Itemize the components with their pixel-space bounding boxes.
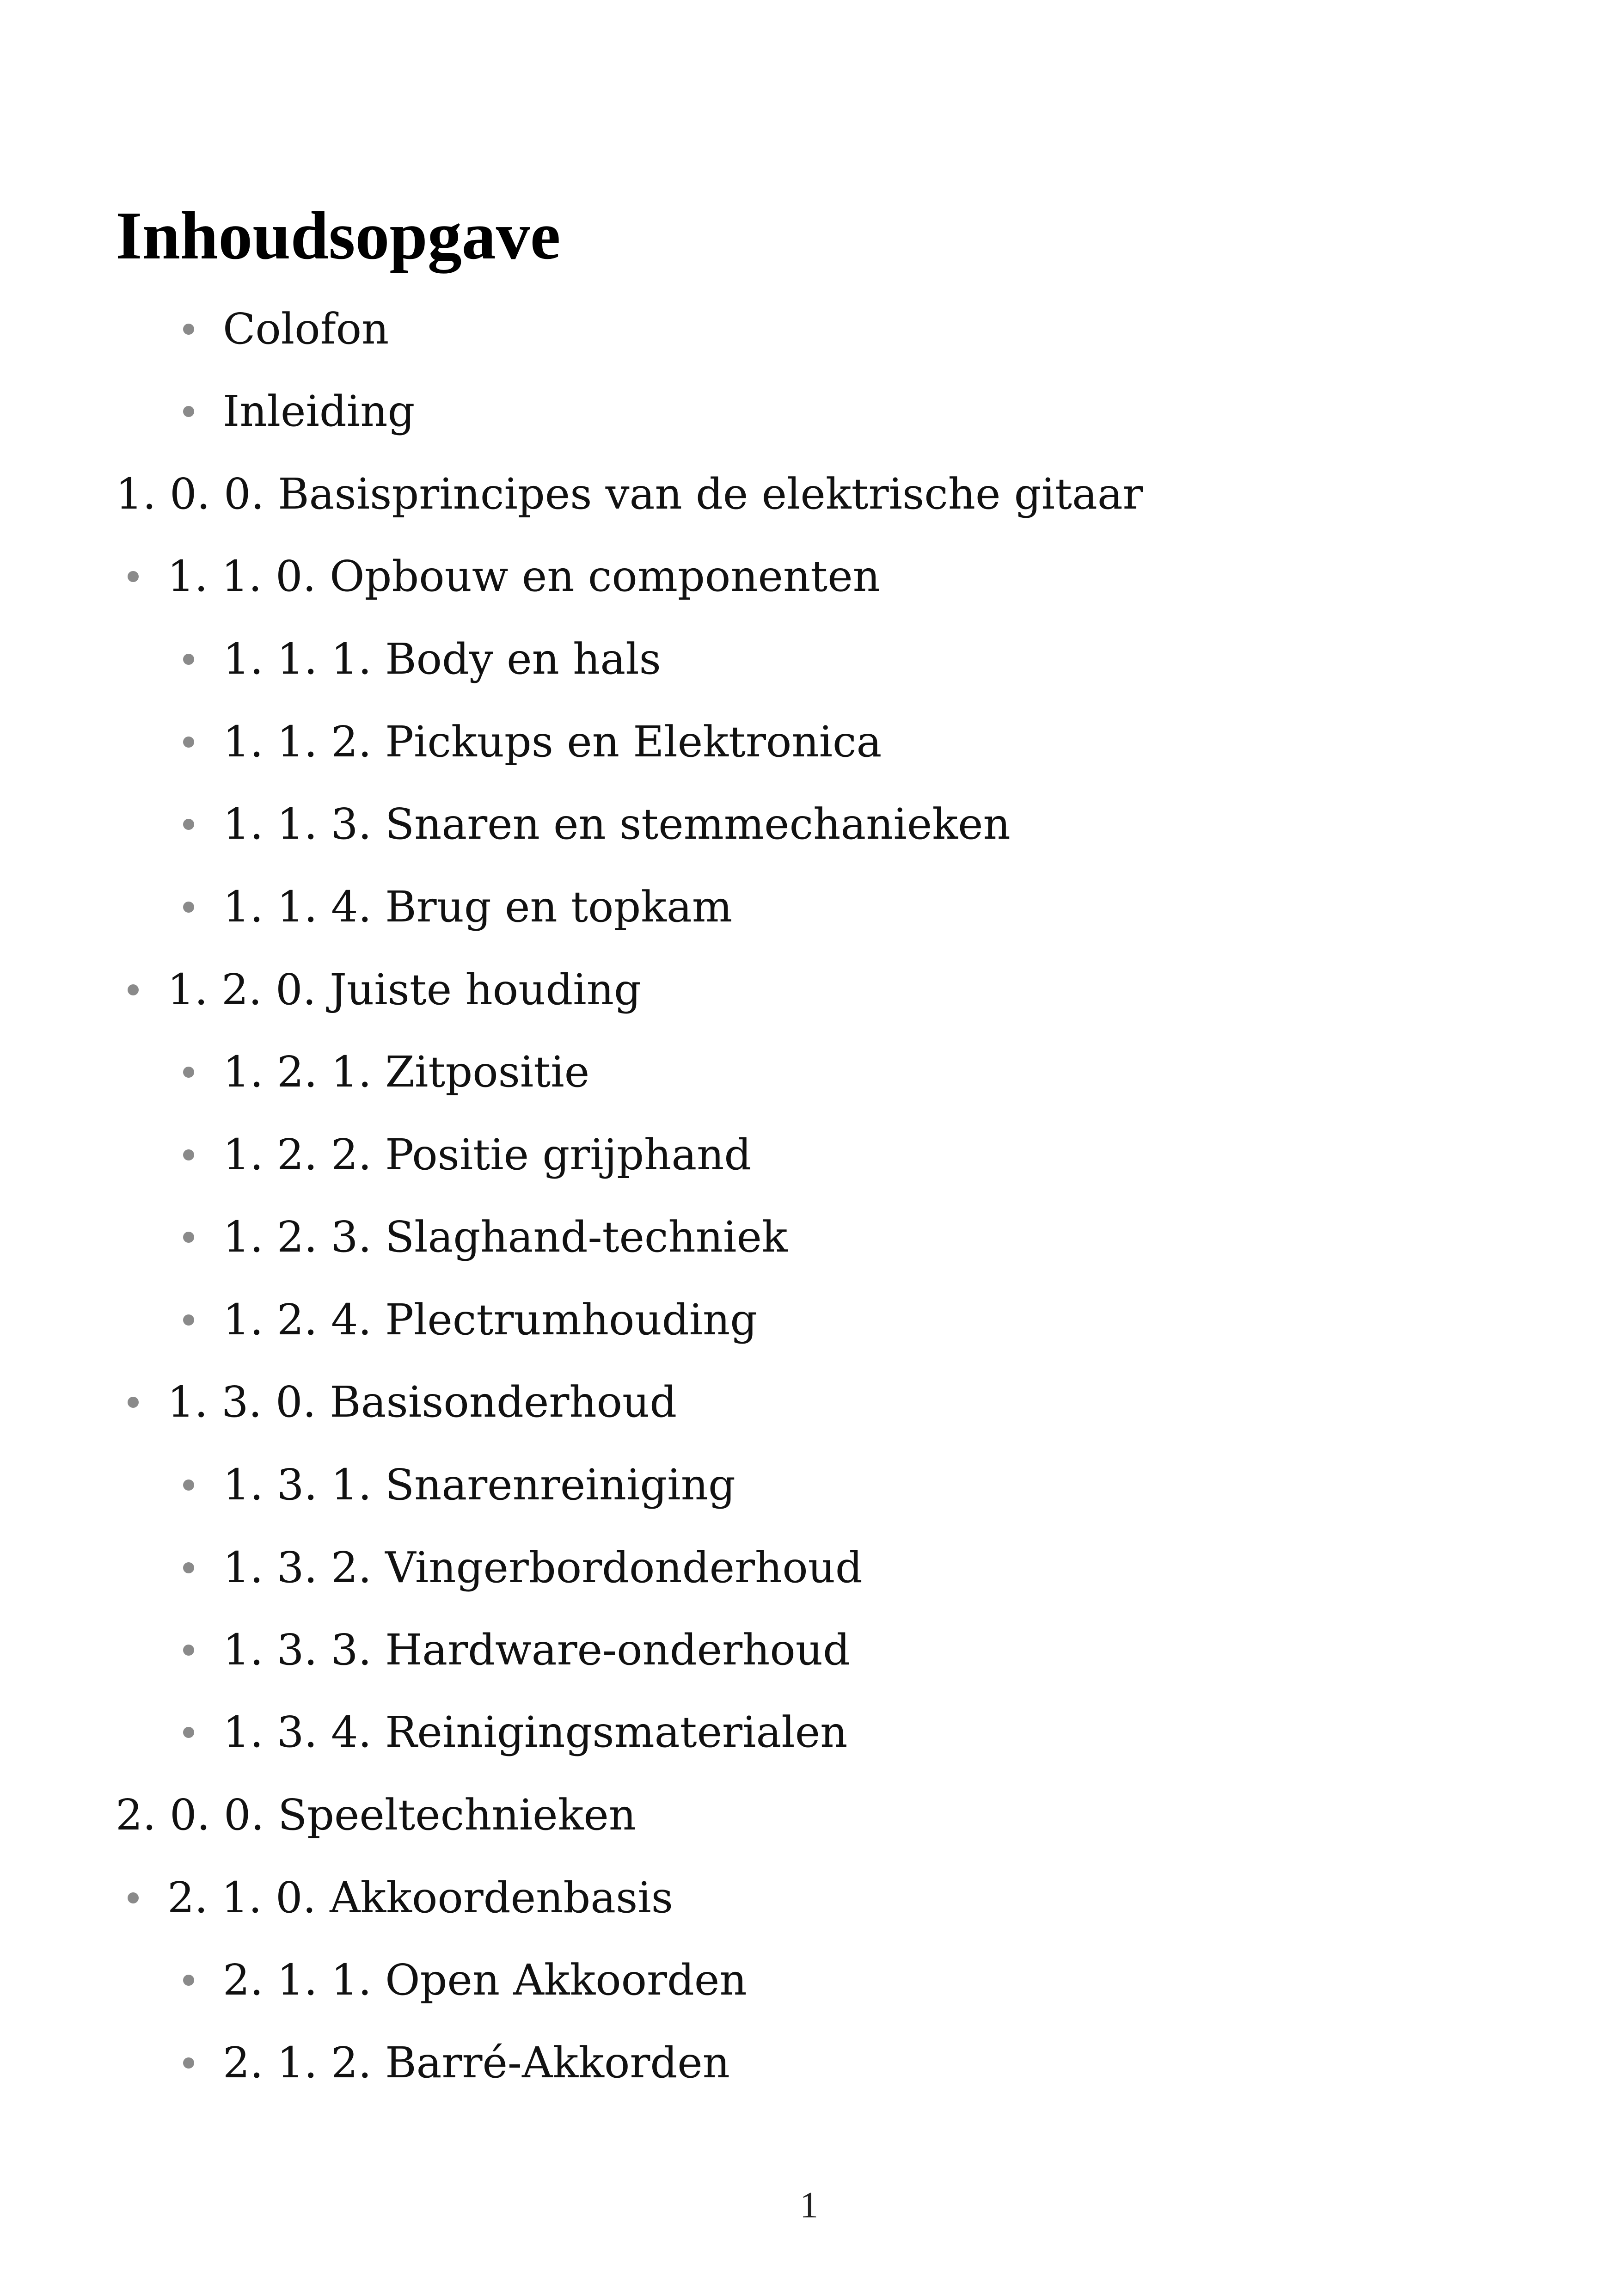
toc-subsection-1-3-4[interactable]: [183, 1700, 847, 1765]
toc-subsection-1-3-1[interactable]: [183, 1453, 735, 1517]
toc-subsection-label: 1. 3. 1. Snarenreiniging: [223, 1460, 735, 1510]
toc-subsection-1-2-3[interactable]: [183, 1205, 788, 1270]
toc-subsection-label: 1. 3. 4. Reinigingsmaterialen: [223, 1707, 848, 1757]
bullet-icon: [183, 1232, 194, 1243]
toc-subsection-1-1-2[interactable]: [183, 710, 882, 774]
bullet-icon: [183, 654, 194, 665]
toc-subsection-label: 1. 2. 2. Positie grijphand: [223, 1130, 752, 1179]
toc-item-label: Inleiding: [223, 387, 415, 436]
bullet-icon: [183, 819, 194, 830]
toc-subsection-label: 1. 2. 3. Slaghand-techniek: [223, 1212, 788, 1262]
bullet-icon: [183, 324, 194, 335]
toc-item-label: Colofon: [223, 304, 389, 354]
toc-section-2-1[interactable]: [128, 1866, 673, 1930]
toc-subsection-1-3-2[interactable]: [183, 1535, 863, 1600]
page-title: Inhoudsopgave: [116, 198, 561, 274]
toc-subsection-1-1-3[interactable]: [183, 792, 1011, 857]
bullet-icon: [128, 571, 139, 582]
toc-subsection-1-2-1[interactable]: [183, 1040, 589, 1105]
toc-chapter-1[interactable]: [116, 462, 1143, 527]
toc-section-label: 1. 1. 0. Opbouw en componenten: [167, 552, 880, 601]
toc-subsection-1-1-4[interactable]: [183, 875, 732, 939]
toc-item-colofon[interactable]: [183, 297, 389, 362]
bullet-icon: [183, 1067, 194, 1078]
toc-subsection-label: 1. 1. 4. Brug en topkam: [223, 882, 733, 932]
bullet-icon: [183, 406, 194, 417]
bullet-icon: [128, 1397, 139, 1408]
toc-subsection-label: 2. 1. 2. Barré-Akkorden: [223, 2038, 730, 2087]
bullet-icon: [183, 902, 194, 913]
bullet-icon: [183, 1314, 194, 1326]
bullet-icon: [183, 1562, 194, 1573]
page-number: 1: [800, 2185, 818, 2226]
toc-subsection-1-2-2[interactable]: [183, 1123, 751, 1187]
toc-chapter-label: 1. 0. 0. Basisprincipes van de elektrische gitaar: [116, 469, 1143, 519]
toc-subsection-label: 1. 1. 2. Pickups en Elektronica: [223, 717, 882, 767]
toc-chapter-2[interactable]: [116, 1783, 636, 1848]
toc-subsection-1-3-3[interactable]: [183, 1618, 850, 1682]
bullet-icon: [128, 984, 139, 995]
bullet-icon: [183, 1149, 194, 1160]
bullet-icon: [183, 1480, 194, 1491]
toc-subsection-2-1-2[interactable]: [183, 2031, 730, 2095]
bullet-icon: [183, 1975, 194, 1986]
toc-section-1-2[interactable]: [128, 958, 641, 1022]
toc-item-inleiding[interactable]: [183, 379, 415, 444]
toc-subsection-1-1-1[interactable]: [183, 627, 661, 692]
toc-section-label: 1. 3. 0. Basisonderhoud: [167, 1377, 677, 1427]
toc-subsection-2-1-1[interactable]: [183, 1948, 747, 2013]
bullet-icon: [183, 2057, 194, 2069]
toc-section-label: 2. 1. 0. Akkoordenbasis: [167, 1873, 673, 1922]
bullet-icon: [183, 1727, 194, 1738]
toc-subsection-label: 1. 3. 2. Vingerbordonderhoud: [223, 1543, 863, 1592]
toc-subsection-1-2-4[interactable]: [183, 1288, 757, 1352]
toc-subsection-label: 2. 1. 1. Open Akkoorden: [223, 1955, 747, 2005]
toc-subsection-label: 1. 1. 3. Snaren en stemmechanieken: [223, 799, 1011, 849]
toc-subsection-label: 1. 2. 1. Zitpositie: [223, 1047, 590, 1097]
bullet-icon: [128, 1892, 139, 1903]
toc-section-1-1[interactable]: [128, 544, 880, 609]
bullet-icon: [183, 1645, 194, 1656]
toc-subsection-label: 1. 2. 4. Plectrumhouding: [223, 1295, 758, 1344]
toc-section-1-3[interactable]: [128, 1370, 677, 1435]
toc-chapter-label: 2. 0. 0. Speeltechnieken: [116, 1790, 637, 1840]
toc-subsection-label: 1. 1. 1. Body en hals: [223, 634, 661, 684]
toc-section-label: 1. 2. 0. Juiste houding: [167, 965, 641, 1014]
bullet-icon: [183, 737, 194, 748]
toc-subsection-label: 1. 3. 3. Hardware-onderhoud: [223, 1625, 850, 1675]
